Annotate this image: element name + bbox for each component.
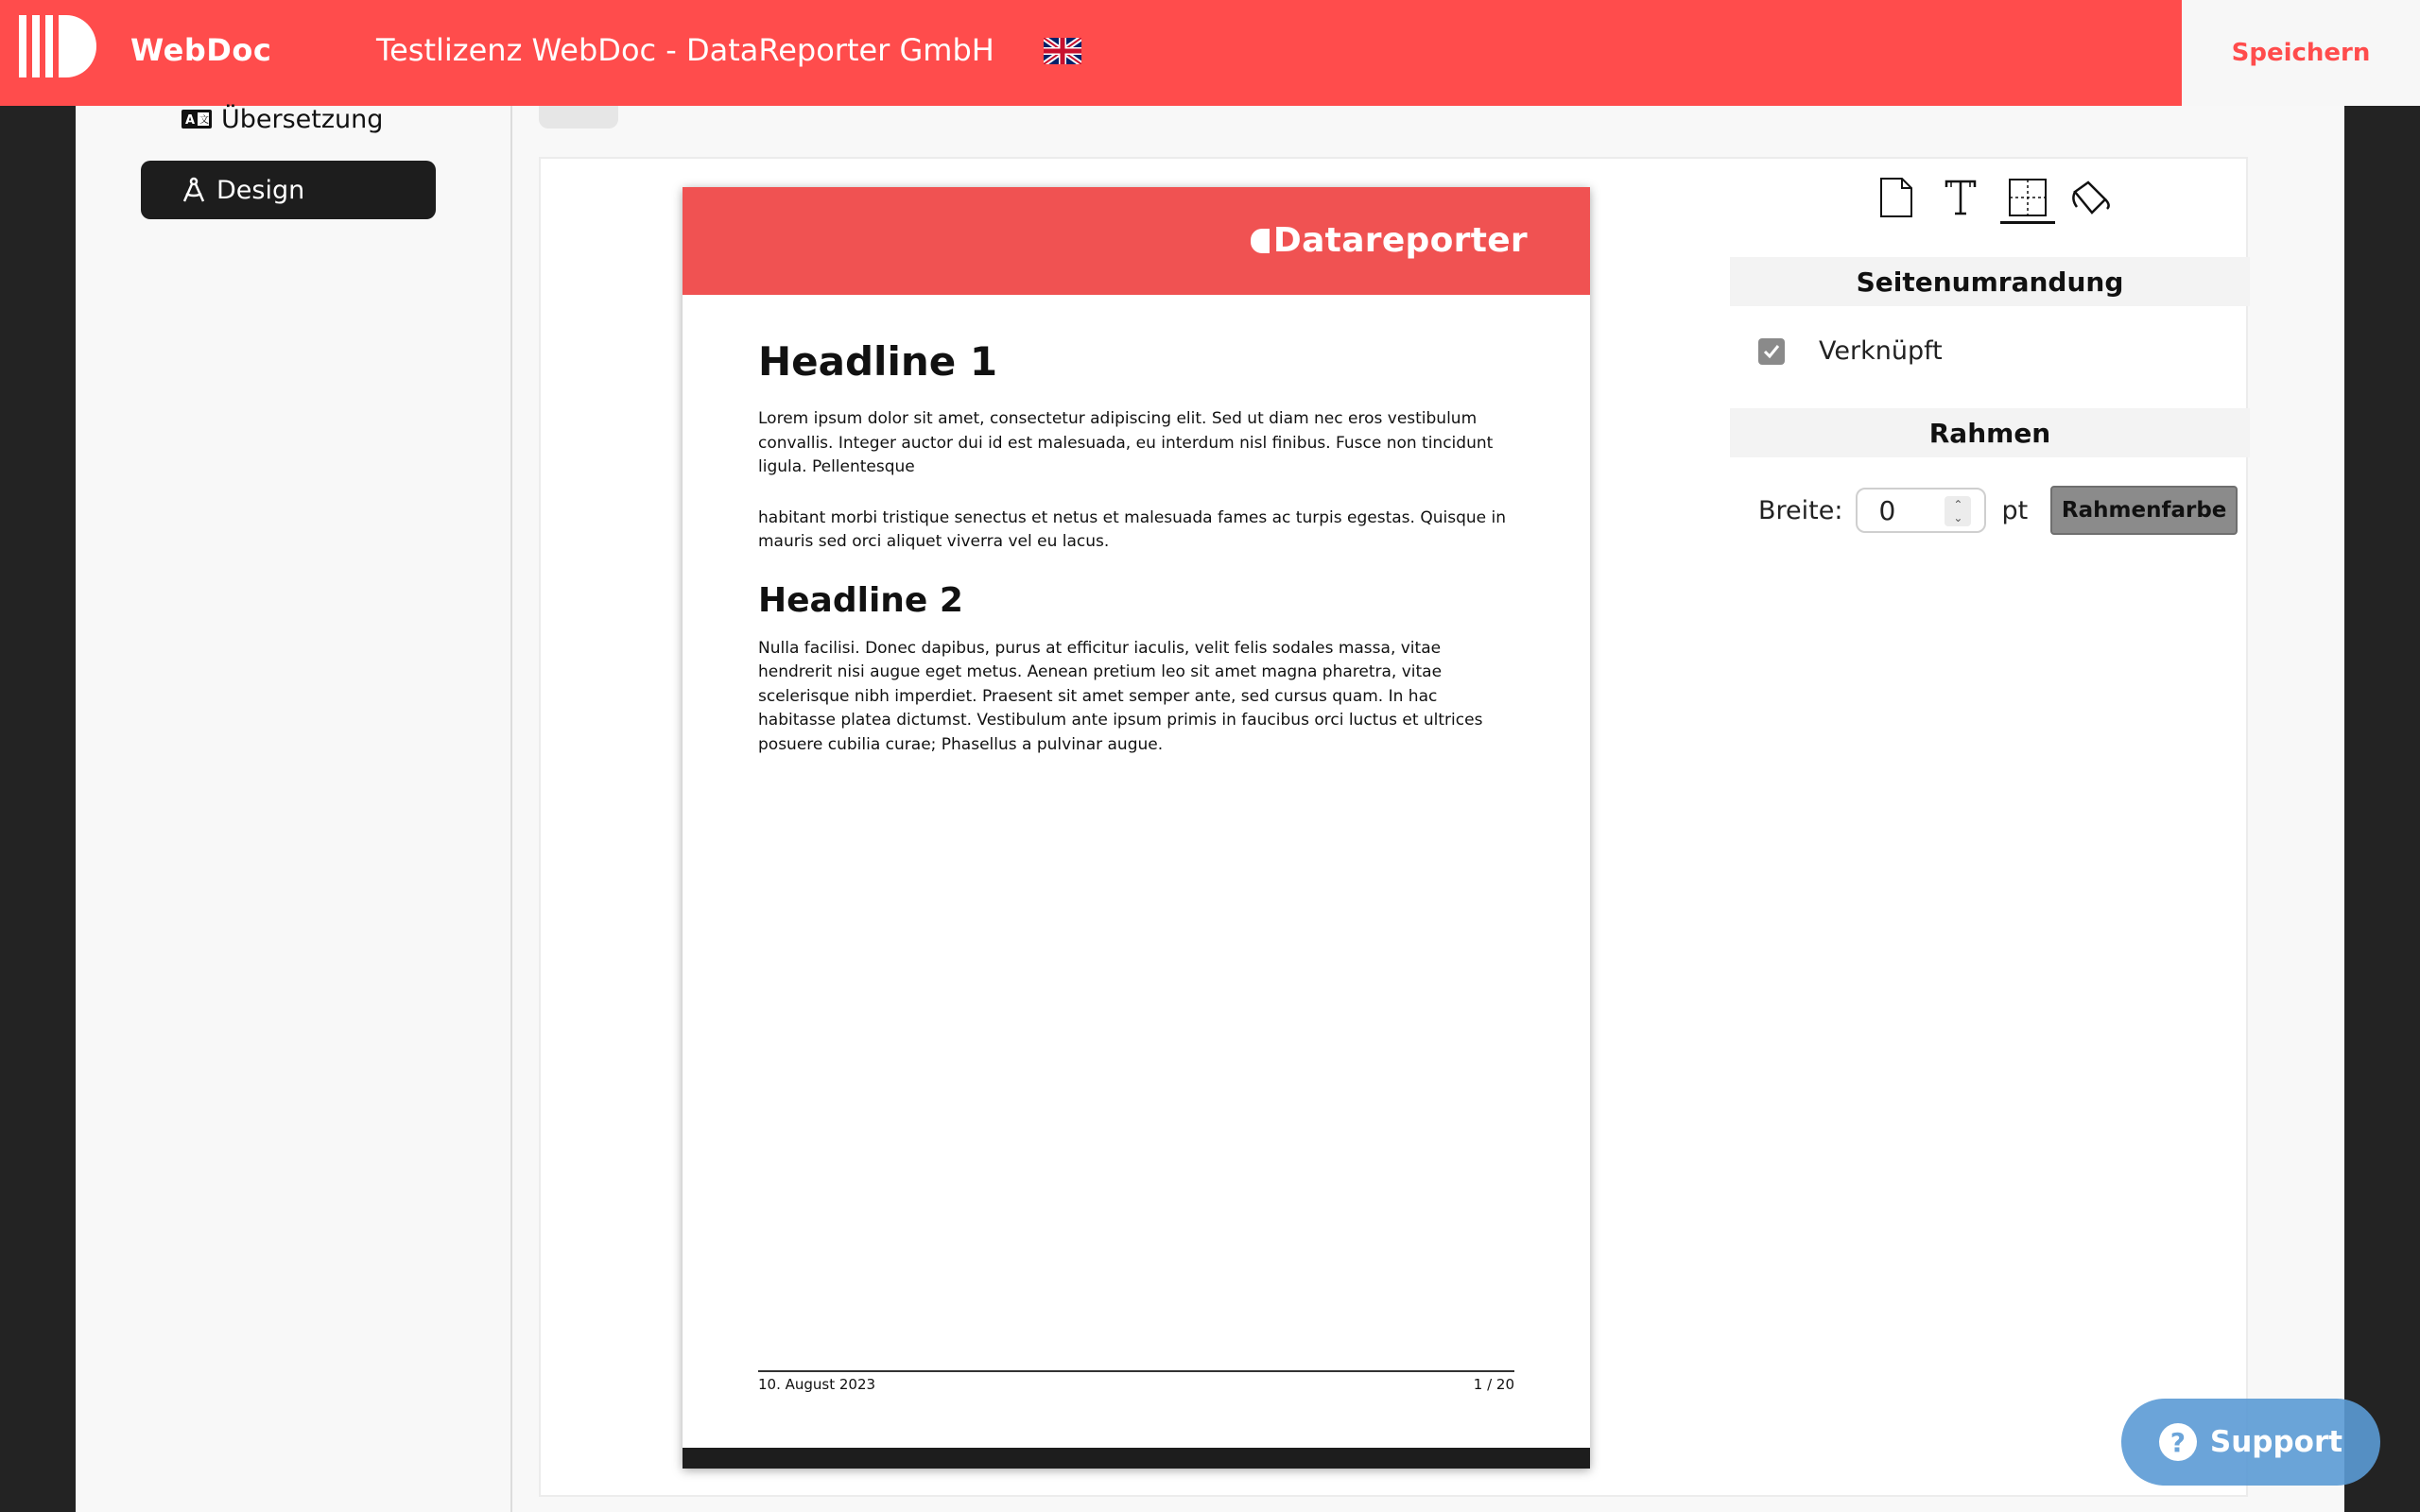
section-page-border: Seitenumrandung: [1730, 257, 2250, 306]
translate-icon: [182, 110, 212, 129]
headline-2: Headline 2: [758, 580, 963, 620]
text-icon[interactable]: [1938, 174, 1983, 221]
app-name: WebDoc: [130, 32, 272, 68]
paragraph: Lorem ipsum dolor sit amet, consectetur adipiscing elit. Sed ut diam nec eros vestibulum convallis. Integer auctor dui id est malesuada, eu interdum nisl finibus. Fusce non tincidunt ligula. Pellentesque: [758, 409, 1494, 476]
width-row: [1758, 486, 2238, 535]
footer-date: 10. August 2023: [758, 1376, 876, 1393]
paint-bucket-icon[interactable]: [2068, 174, 2114, 221]
help-icon: ?: [2159, 1423, 2197, 1461]
page-icon[interactable]: [1874, 174, 1919, 221]
headline-1: Headline 1: [758, 338, 998, 385]
document-body: [758, 338, 1514, 783]
document-brand-logo: [1251, 221, 1528, 260]
main-frame: [76, 106, 2344, 1512]
editor-content: [539, 157, 2248, 1497]
paragraph: habitant morbi tristique senectus et netus et malesuada fames ac turpis egestas. Quisque in mauris sed orci aliquet viverra vel eu lacus.: [758, 507, 1506, 551]
chevron-down-icon[interactable]: ⌄: [1953, 511, 1963, 524]
compass-icon: [181, 177, 207, 203]
chevron-up-icon[interactable]: ⌃: [1953, 498, 1963, 511]
frame-color-button[interactable]: Rahmenfarbe: [2050, 486, 2238, 535]
webdoc-logo-icon: [19, 13, 98, 79]
tab-stub[interactable]: [539, 106, 618, 129]
support-button[interactable]: [2121, 1399, 2380, 1486]
footer-page-number: 1 / 20: [1473, 1376, 1514, 1393]
svg-text:A: A: [185, 113, 196, 128]
width-label: Breite:: [1758, 495, 1843, 525]
license-title: Testlizenz WebDoc - DataReporter GmbH: [376, 32, 994, 68]
checkmark-icon: [1762, 342, 1781, 361]
tool-tabs: [1730, 164, 2250, 240]
document-footer: [758, 1370, 1514, 1393]
width-unit: pt: [2001, 495, 2029, 525]
sidebar-item-label: Übersetzung: [221, 104, 384, 134]
brand-name: Datareporter: [1272, 221, 1528, 260]
width-stepper[interactable]: [1945, 496, 1971, 526]
sidebar-item-translation[interactable]: [182, 106, 383, 132]
uk-flag-icon[interactable]: [1044, 38, 1081, 64]
paragraph: Nulla facilisi. Donec dapibus, purus at efficitur iaculis, velit felis sodales massa, vitae hendrerit nisi augue eget metus. Aenean pretium leo sit amet magna pharetra, vitae scelerisque nibh imperdiet. Praesent sit amet semper ante, sed cursus quam. In hac habitasse platea dictumst. Vestibulum ante ipsum primis in faucibus orci luctus et ultrices posuere cubilia curae; Phasellus a pulvinar augue.: [758, 638, 1483, 754]
linked-row: [1758, 336, 1943, 366]
sidebar-item-design[interactable]: [141, 161, 436, 219]
document-preview[interactable]: [683, 187, 1590, 1469]
support-label: Support: [2209, 1425, 2343, 1459]
document-bottom-bar: [683, 1448, 1590, 1469]
section-frame: Rahmen: [1730, 408, 2250, 457]
top-bar: [0, 0, 2420, 106]
width-field[interactable]: [1856, 488, 1986, 533]
properties-panel: [1730, 159, 2250, 726]
sidebar-item-label: Design: [216, 175, 305, 205]
save-button[interactable]: Speichern: [2182, 0, 2420, 106]
sidebar: [76, 106, 512, 1512]
border-grid-icon[interactable]: [2000, 174, 2055, 224]
svg-text:文: 文: [199, 115, 209, 126]
linked-checkbox[interactable]: [1758, 338, 1785, 365]
brand-mark-icon: [1251, 229, 1270, 253]
linked-label: Verknüpft: [1819, 336, 1943, 366]
document-header: [683, 187, 1590, 295]
